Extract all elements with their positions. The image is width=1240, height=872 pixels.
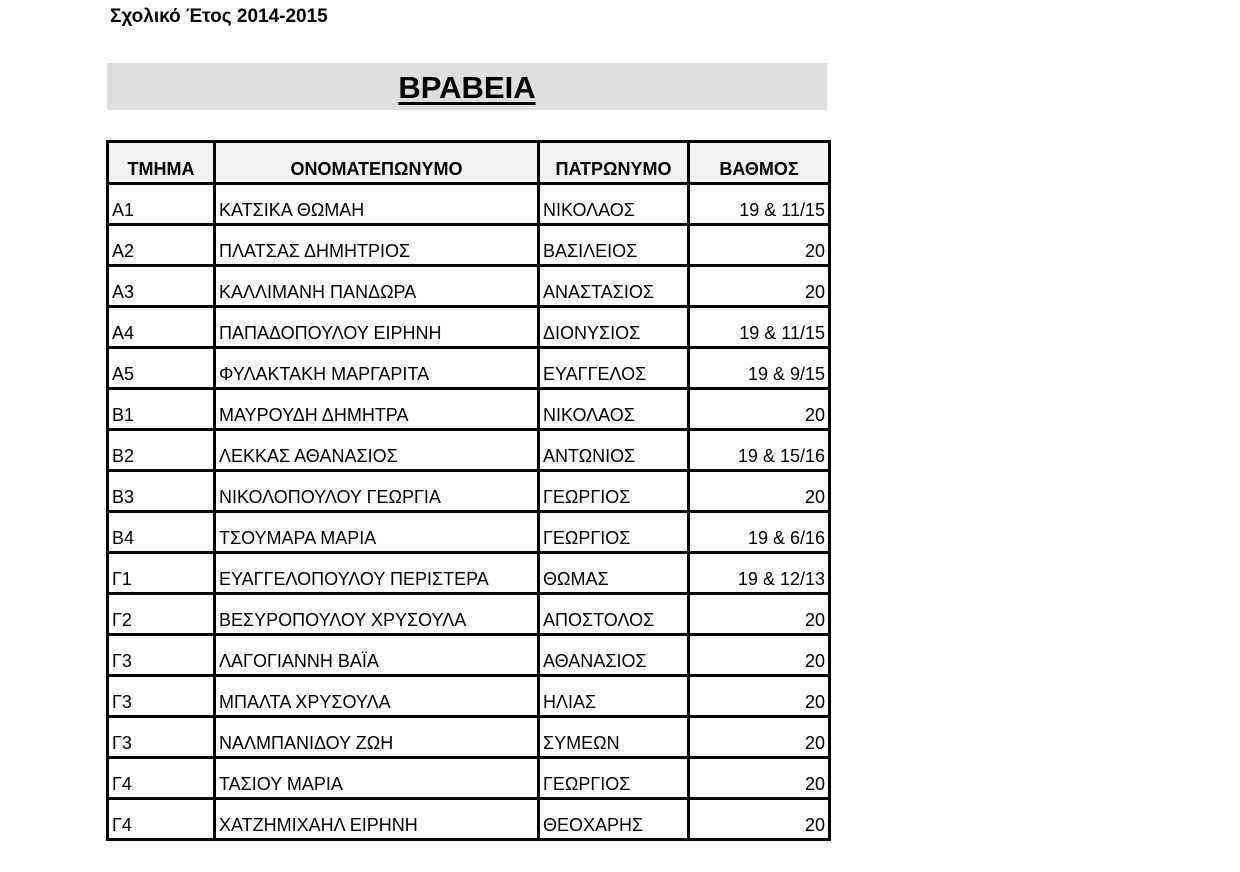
title-banner [107,63,827,110]
cell-name: ΜΠΑΛΤΑ ΧΡΥΣΟΥΛΑ [215,676,539,717]
column-header-name: ΟΝΟΜΑΤΕΠΩΝΥΜΟ [215,142,539,184]
table-row [108,307,830,348]
cell-father-name: ΓΕΩΡΓΙΟΣ [539,471,689,512]
column-header-father: ΠΑΤΡΩΝΥΜΟ [539,142,689,184]
cell-class: Γ2 [108,594,215,635]
cell-class: Γ3 [108,717,215,758]
cell-grade: 20 [689,799,830,840]
cell-grade: 20 [689,676,830,717]
cell-name: ΦΥΛΑΚΤΑΚΗ ΜΑΡΓΑΡΙΤΑ [215,348,539,389]
cell-class: Β2 [108,430,215,471]
cell-father-name: ΘΕΟΧΑΡΗΣ [539,799,689,840]
cell-father-name: ΗΛΙΑΣ [539,676,689,717]
cell-name: ΛΑΓΟΓΙΑΝΝΗ ΒΑΪΑ [215,635,539,676]
table-row [108,799,830,840]
cell-class: Β1 [108,389,215,430]
table-row [108,430,830,471]
table-row [108,266,830,307]
table-row [108,184,830,225]
cell-father-name: ΔΙΟΝΥΣΙΟΣ [539,307,689,348]
school-year: Σχολικό Έτος 2014-2015 [110,6,328,27]
cell-class: Α1 [108,184,215,225]
cell-grade: 19 & 6/16 [689,512,830,553]
cell-name: ΠΛΑΤΣΑΣ ΔΗΜΗΤΡΙΟΣ [215,225,539,266]
cell-grade: 19 & 15/16 [689,430,830,471]
cell-name: ΝΙΚΟΛΟΠΟΥΛΟΥ ΓΕΩΡΓΙΑ [215,471,539,512]
cell-father-name: ΕΥΑΓΓΕΛΟΣ [539,348,689,389]
table-row [108,758,830,799]
cell-grade: 20 [689,266,830,307]
cell-father-name: ΝΙΚΟΛΑΟΣ [539,184,689,225]
cell-grade: 20 [689,471,830,512]
awards-table [106,140,831,841]
cell-father-name: ΣΥΜΕΩΝ [539,717,689,758]
cell-grade: 19 & 9/15 [689,348,830,389]
table-row [108,717,830,758]
cell-father-name: ΘΩΜΑΣ [539,553,689,594]
table-row [108,225,830,266]
cell-name: ΤΑΣΙΟΥ ΜΑΡΙΑ [215,758,539,799]
cell-name: ΠΑΠΑΔΟΠΟΥΛΟΥ ΕΙΡΗΝΗ [215,307,539,348]
table-row [108,676,830,717]
cell-class: Α5 [108,348,215,389]
table-row [108,512,830,553]
cell-father-name: ΒΑΣΙΛΕΙΟΣ [539,225,689,266]
cell-name: ΧΑΤΖΗΜΙΧΑΗΛ ΕΙΡΗΝΗ [215,799,539,840]
cell-grade: 20 [689,758,830,799]
cell-class: Β3 [108,471,215,512]
cell-name: ΚΑΛΛΙΜΑΝΗ ΠΑΝΔΩΡΑ [215,266,539,307]
table-row [108,348,830,389]
table-row [108,594,830,635]
cell-class: Β4 [108,512,215,553]
column-header-class: ΤΜΗΜΑ [108,142,215,184]
table-row [108,635,830,676]
cell-grade: 20 [689,225,830,266]
cell-class: Γ3 [108,635,215,676]
cell-name: ΝΑΛΜΠΑΝΙΔΟΥ ΖΩΗ [215,717,539,758]
cell-class: Γ4 [108,799,215,840]
cell-father-name: ΑΠΟΣΤΟΛΟΣ [539,594,689,635]
cell-father-name: ΑΘΑΝΑΣΙΟΣ [539,635,689,676]
cell-name: ΕΥΑΓΓΕΛΟΠΟΥΛΟΥ ΠΕΡΙΣΤΕΡΑ [215,553,539,594]
cell-grade: 20 [689,594,830,635]
cell-class: Γ4 [108,758,215,799]
cell-grade: 20 [689,635,830,676]
table-row [108,471,830,512]
cell-father-name: ΑΝΑΣΤΑΣΙΟΣ [539,266,689,307]
page-title: ΒΡΑΒΕΙΑ [398,70,536,105]
cell-name: ΒΕΣΥΡΟΠΟΥΛΟΥ ΧΡΥΣΟΥΛΑ [215,594,539,635]
table-row [108,389,830,430]
cell-grade: 20 [689,389,830,430]
cell-grade: 20 [689,717,830,758]
cell-class: Α4 [108,307,215,348]
table-row [108,553,830,594]
cell-class: Α2 [108,225,215,266]
cell-father-name: ΓΕΩΡΓΙΟΣ [539,758,689,799]
cell-class: Γ1 [108,553,215,594]
cell-father-name: ΓΕΩΡΓΙΟΣ [539,512,689,553]
cell-father-name: ΝΙΚΟΛΑΟΣ [539,389,689,430]
cell-grade: 19 & 12/13 [689,553,830,594]
cell-name: ΛΕΚΚΑΣ ΑΘΑΝΑΣΙΟΣ [215,430,539,471]
header-row [108,142,830,184]
column-header-grade: ΒΑΘΜΟΣ [689,142,830,184]
cell-name: ΜΑΥΡΟΥΔΗ ΔΗΜΗΤΡΑ [215,389,539,430]
cell-father-name: ΑΝΤΩΝΙΟΣ [539,430,689,471]
cell-class: Γ3 [108,676,215,717]
cell-grade: 19 & 11/15 [689,184,830,225]
cell-grade: 19 & 11/15 [689,307,830,348]
cell-name: ΤΣΟΥΜΑΡΑ ΜΑΡΙΑ [215,512,539,553]
cell-class: Α3 [108,266,215,307]
cell-name: ΚΑΤΣΙΚΑ ΘΩΜΑΗ [215,184,539,225]
